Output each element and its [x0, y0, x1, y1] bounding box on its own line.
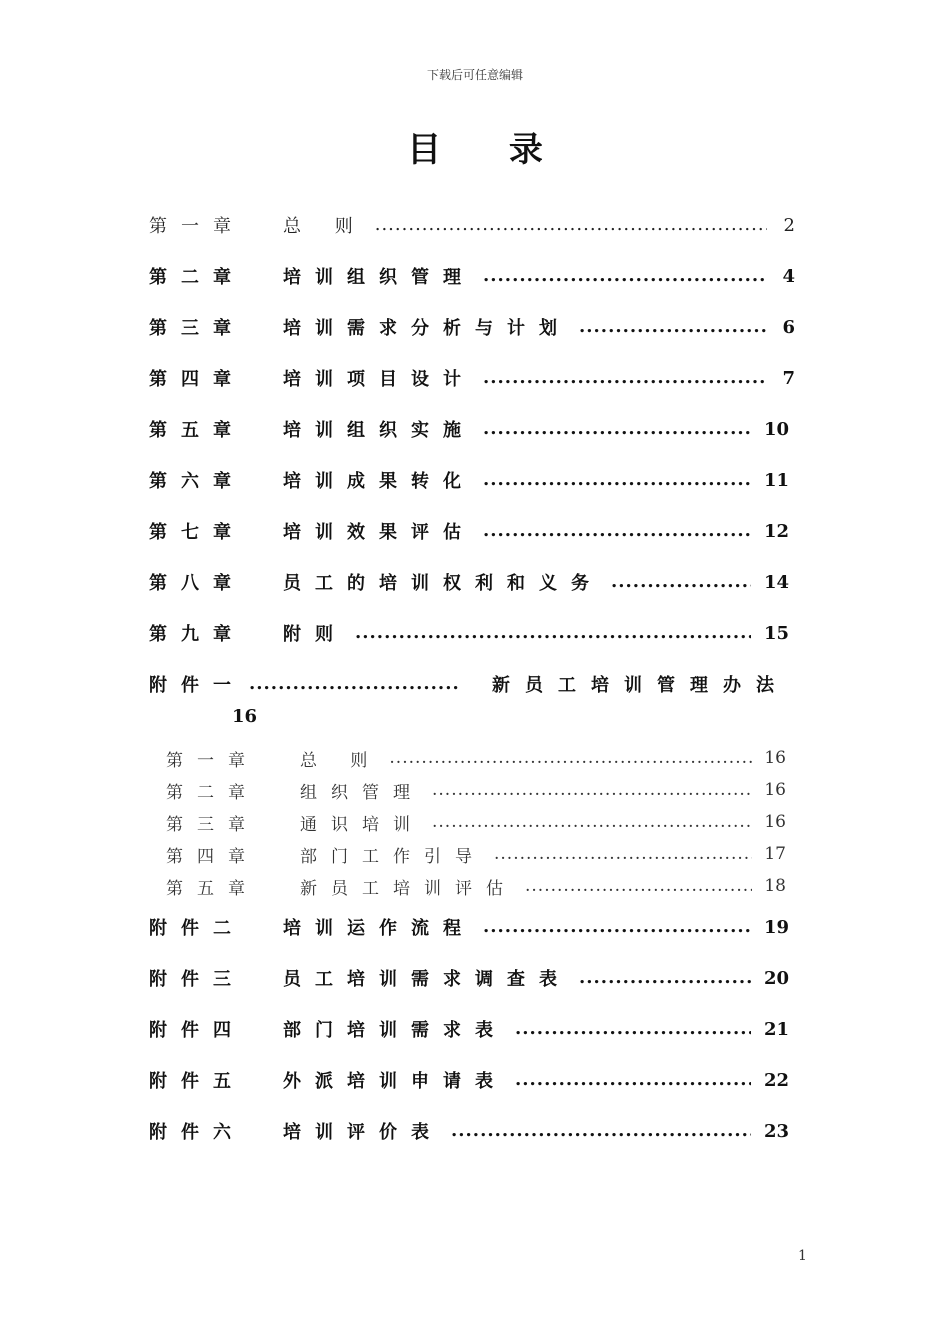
toc-chapter: 第五章	[149, 420, 245, 441]
toc-appendix-page: 23	[763, 1120, 789, 1142]
toc-chapter: 第七章	[149, 522, 245, 543]
toc-page: 4	[782, 265, 795, 287]
toc-appendix-page: 19	[763, 916, 789, 938]
toc-title: 培训效果评估	[283, 522, 475, 543]
toc-title: 培训成果转化	[283, 471, 475, 492]
toc-chapter: 第三章	[149, 318, 245, 339]
subtoc-page: 16	[764, 780, 786, 800]
toc-chapter: 第四章	[149, 369, 245, 390]
toc-appendix-entry[interactable]	[149, 914, 789, 940]
page-number: 1	[798, 1248, 807, 1264]
toc-leader	[579, 318, 767, 336]
toc-leader	[432, 814, 752, 831]
toc-entry[interactable]	[149, 314, 795, 340]
toc-page: 11	[763, 469, 789, 491]
subtoc-chapter: 第五章	[166, 878, 259, 899]
toc-appendix-page: 20	[763, 967, 789, 989]
toc-chapter: 第九章	[149, 624, 245, 645]
toc-leader	[432, 782, 752, 799]
subtoc-entry[interactable]	[166, 842, 786, 866]
toc-leader	[483, 522, 751, 540]
toc-leader	[579, 969, 751, 987]
toc-page: 10	[763, 418, 789, 440]
toc-leader	[355, 624, 751, 642]
toc-entry[interactable]	[149, 518, 789, 544]
toc-leader	[483, 918, 751, 936]
toc-title: 员工的培训权利和义务	[283, 573, 603, 594]
toc-leader	[483, 471, 751, 489]
subtoc-title: 通识培训	[300, 814, 424, 835]
page-header-note: 下载后可任意编辑	[426, 68, 523, 82]
toc-appendix-page: 16	[232, 706, 258, 727]
subtoc-title: 总 则	[300, 750, 382, 771]
toc-leader	[515, 1020, 751, 1038]
toc-appendix-entry[interactable]	[149, 1067, 789, 1093]
toc-leader	[525, 878, 752, 895]
subtoc-page: 18	[764, 876, 786, 896]
toc-appendix-page: 21	[763, 1018, 789, 1040]
toc-page: 15	[763, 622, 789, 644]
toc-leader	[483, 267, 767, 285]
toc-leader	[515, 1071, 751, 1089]
toc-entry[interactable]	[149, 620, 789, 646]
subtoc-chapter: 第一章	[166, 750, 259, 771]
toc-appendix-label: 附件四	[149, 1020, 245, 1041]
toc-appendix-label: 附件三	[149, 969, 245, 990]
toc-entry[interactable]	[149, 212, 795, 238]
toc-leader	[494, 846, 752, 863]
toc-title: 培训组织管理	[283, 267, 475, 288]
toc-appendix-label: 附件二	[149, 918, 245, 939]
toc-appendix-title: 新员工培训管理办法	[492, 675, 789, 696]
toc-leader	[483, 369, 767, 387]
subtoc-entry[interactable]	[166, 746, 786, 770]
toc-appendix-label: 附件一	[149, 675, 245, 696]
subtoc-entry[interactable]	[166, 810, 786, 834]
toc-appendix-title: 培训运作流程	[283, 918, 475, 939]
toc-page: 2	[783, 214, 795, 236]
subtoc-page: 16	[764, 812, 786, 832]
subtoc-chapter: 第二章	[166, 782, 259, 803]
subtoc-chapter: 第四章	[166, 846, 259, 867]
toc-leader	[483, 420, 751, 438]
toc-title: 培训项目设计	[283, 369, 475, 390]
toc-page: 12	[763, 520, 789, 542]
toc-appendix-title: 员工培训需求调查表	[283, 969, 571, 990]
toc-leader	[375, 216, 767, 234]
toc-appendix-label: 附件六	[149, 1122, 245, 1143]
toc-chapter: 第六章	[149, 471, 245, 492]
toc-appendix-entry[interactable]	[149, 965, 789, 991]
toc-title: 总 则	[283, 216, 367, 237]
toc-entry[interactable]	[149, 263, 795, 289]
subtoc-page: 17	[764, 844, 786, 864]
page-title: 目 录	[407, 130, 571, 170]
toc-title: 附则	[283, 624, 347, 645]
toc-entry[interactable]	[149, 569, 789, 595]
toc-appendix-page: 22	[763, 1069, 789, 1091]
subtoc-title: 新员工培训评估	[300, 878, 517, 899]
subtoc-entry[interactable]	[166, 778, 786, 802]
toc-appendix-entry[interactable]	[149, 1118, 789, 1144]
toc-leader	[389, 750, 752, 767]
subtoc-entry[interactable]	[166, 874, 786, 898]
toc-appendix-entry[interactable]	[149, 1016, 789, 1042]
toc-leader	[451, 1122, 751, 1140]
toc-chapter: 第一章	[149, 216, 245, 237]
toc-appendix-entry[interactable]	[149, 671, 789, 697]
subtoc-title: 部门工作引导	[300, 846, 486, 867]
toc-page: 6	[782, 316, 795, 338]
toc-appendix-title: 外派培训申请表	[283, 1071, 507, 1092]
toc-appendix-title: 部门培训需求表	[283, 1020, 507, 1041]
toc-appendix-title: 培训评价表	[283, 1122, 443, 1143]
toc-leader	[611, 573, 751, 591]
toc-appendix-label: 附件五	[149, 1071, 245, 1092]
toc-entry[interactable]	[149, 365, 795, 391]
subtoc-title: 组织管理	[300, 782, 424, 803]
toc-page: 14	[763, 571, 789, 593]
toc-entry[interactable]	[149, 467, 789, 493]
subtoc-chapter: 第三章	[166, 814, 259, 835]
toc-chapter: 第二章	[149, 267, 245, 288]
toc-leader	[249, 675, 458, 693]
toc-title: 培训组织实施	[283, 420, 475, 441]
toc-chapter: 第八章	[149, 573, 245, 594]
toc-entry[interactable]	[149, 416, 789, 442]
toc-title: 培训需求分析与计划	[283, 318, 571, 339]
toc-page: 7	[782, 367, 795, 389]
subtoc-page: 16	[764, 748, 786, 768]
